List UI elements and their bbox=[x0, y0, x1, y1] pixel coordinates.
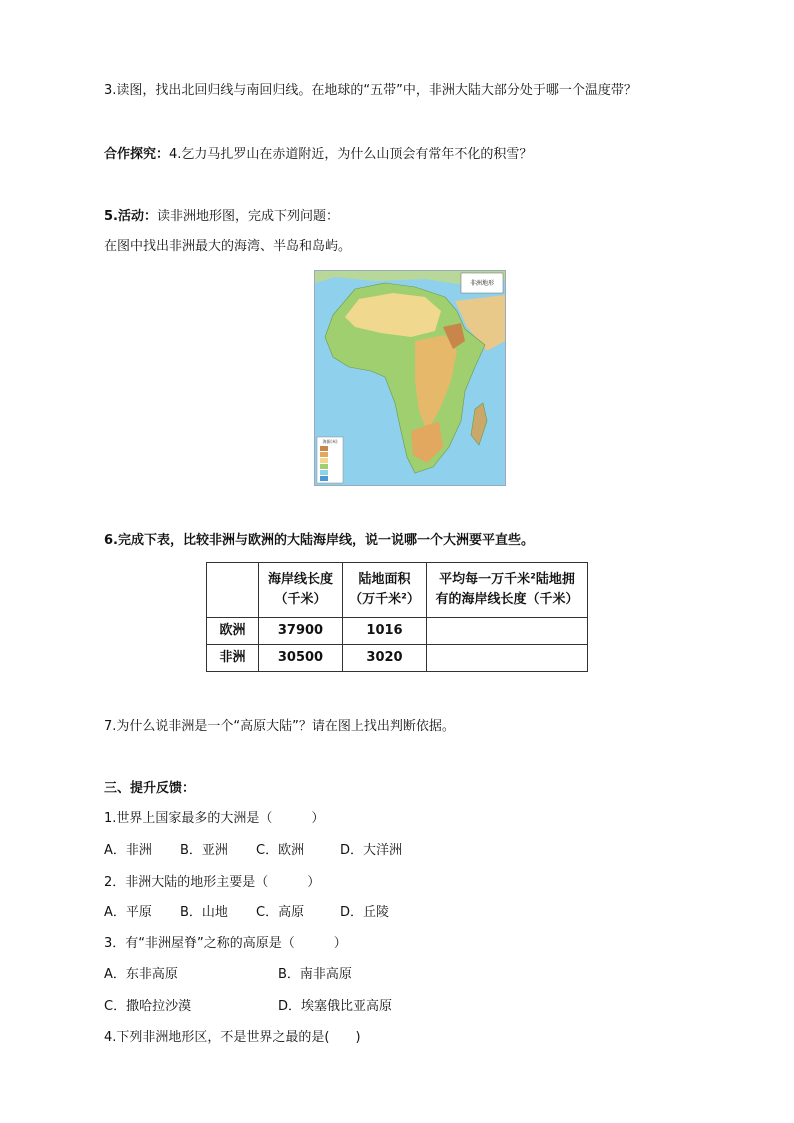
question-7: 7.为什么说非洲是一个“高原大陆”？请在图上找出判断依据。 bbox=[104, 719, 455, 734]
mc-question-2: 2．非洲大陆的地形主要是（ ） bbox=[104, 875, 321, 890]
mc-options-2 bbox=[104, 904, 389, 922]
cell-average-blank[interactable] bbox=[427, 618, 588, 645]
map-title: 非洲地形 bbox=[469, 280, 495, 287]
mc-question-1: 1.世界上国家最多的大洲是（ ） bbox=[104, 811, 325, 826]
legend-swatch bbox=[320, 458, 328, 463]
cooperative-inquiry-label: 合作探究： bbox=[104, 147, 170, 162]
option-b[interactable]: B．南非高原 bbox=[278, 967, 352, 982]
cell-coastline: 37900 bbox=[259, 618, 343, 645]
cell-average-blank[interactable] bbox=[427, 645, 588, 672]
table-row bbox=[207, 645, 588, 672]
section-3-heading: 三、提升反馈： bbox=[104, 781, 196, 796]
option-a[interactable]: A．非洲 bbox=[104, 843, 152, 858]
header-area: 陆地面积 （万千米²） bbox=[343, 563, 427, 618]
question-6 bbox=[104, 532, 534, 550]
question-3: 3.读图，找出北回归线与南回归线。在地球的“五带”中，非洲大陆大部分处于哪一个温度带？ bbox=[104, 83, 637, 98]
option-b[interactable]: B．亚洲 bbox=[180, 843, 228, 858]
activity-label: 5.活动： bbox=[104, 209, 157, 224]
mc-options-3b bbox=[104, 998, 392, 1016]
option-c[interactable]: C．高原 bbox=[256, 905, 305, 920]
header-coastline: 海岸线长度 （千米） bbox=[259, 563, 343, 618]
option-a[interactable]: A．东非高原 bbox=[104, 967, 178, 982]
legend-title: 海拔(米) bbox=[322, 439, 338, 444]
row-name: 非洲 bbox=[207, 645, 259, 672]
cell-area: 3020 bbox=[343, 645, 427, 672]
cell-area: 1016 bbox=[343, 618, 427, 645]
option-c[interactable]: C．撒哈拉沙漠 bbox=[104, 999, 192, 1014]
legend-swatch bbox=[320, 470, 328, 475]
table-header-row bbox=[207, 563, 588, 618]
option-d[interactable]: D．埃塞俄比亚高原 bbox=[278, 999, 393, 1014]
legend-swatch bbox=[320, 476, 328, 481]
question-5-sub: 在图中找出非洲最大的海湾、半岛和岛屿。 bbox=[104, 239, 352, 254]
mc-question-4: 4.下列非洲地形区，不是世界之最的是( ) bbox=[104, 1030, 361, 1045]
mc-options-1 bbox=[104, 842, 402, 860]
africa-topographic-map bbox=[314, 270, 506, 486]
question-5-title bbox=[104, 208, 339, 226]
header-average: 平均每一万千米²陆地拥 有的海岸线长度（千米） bbox=[427, 563, 588, 618]
mc-question-3: 3．有“非洲屋脊”之称的高原是（ ） bbox=[104, 936, 347, 951]
option-d[interactable]: D．丘陵 bbox=[340, 905, 390, 920]
table-corner-cell bbox=[207, 563, 259, 618]
legend-swatch bbox=[320, 452, 328, 457]
cell-coastline: 30500 bbox=[259, 645, 343, 672]
africa-map-graphic bbox=[315, 271, 505, 485]
option-c[interactable]: C．欧洲 bbox=[256, 843, 305, 858]
coastline-comparison-table bbox=[206, 562, 588, 672]
row-name: 欧洲 bbox=[207, 618, 259, 645]
legend-swatch bbox=[320, 464, 328, 469]
legend-swatch bbox=[320, 446, 328, 451]
mc-options-3a bbox=[104, 966, 352, 984]
option-b[interactable]: B．山地 bbox=[180, 905, 228, 920]
question-4 bbox=[104, 146, 532, 164]
question-5-instruction: 读非洲地形图，完成下列问题： bbox=[156, 209, 339, 224]
question-6-text: 6.完成下表，比较非洲与欧洲的大陆海岸线，说一说哪一个大洲要平直些。 bbox=[104, 533, 534, 548]
option-d[interactable]: D．大洋洲 bbox=[340, 843, 403, 858]
option-a[interactable]: A．平原 bbox=[104, 905, 152, 920]
question-4-text: 4.乞力马扎罗山在赤道附近，为什么山顶会有常年不化的积雪？ bbox=[169, 147, 533, 162]
table-row bbox=[207, 618, 588, 645]
